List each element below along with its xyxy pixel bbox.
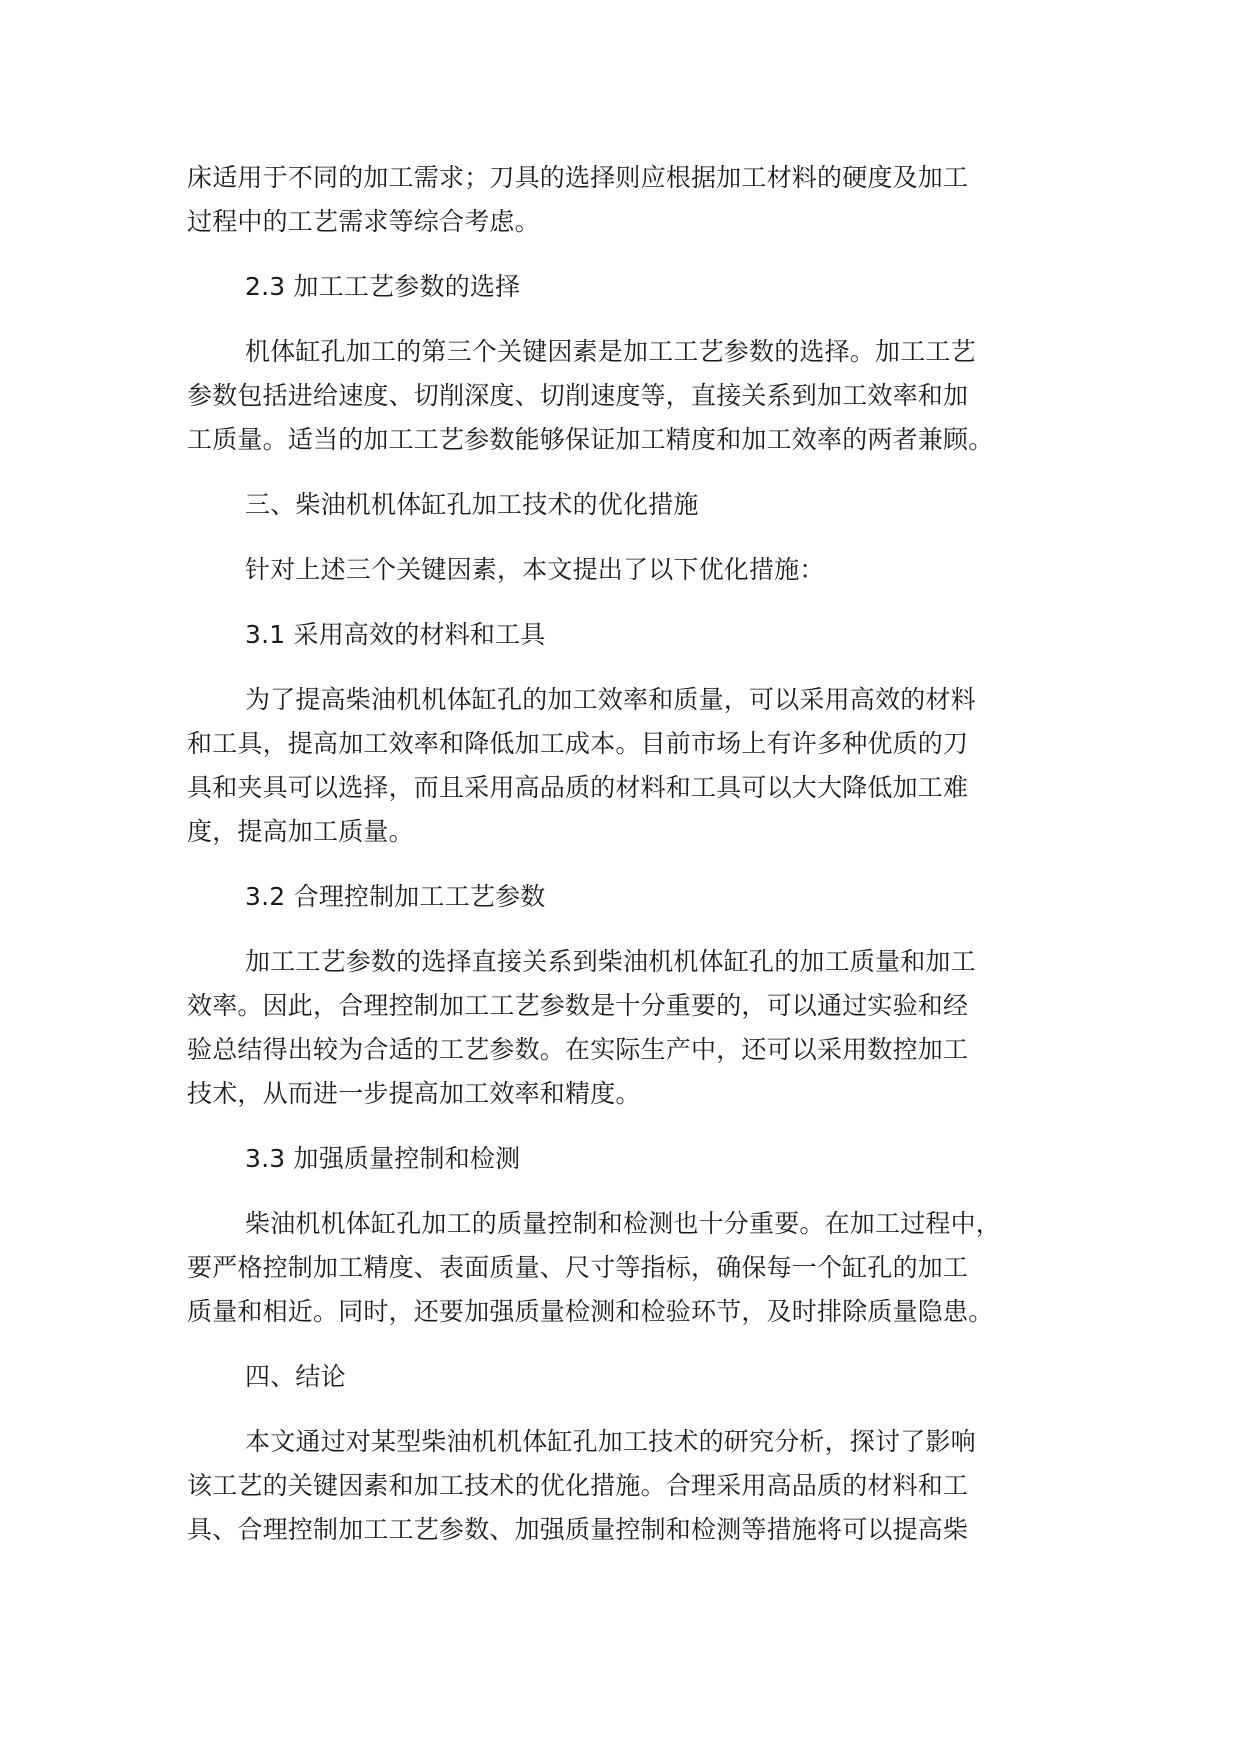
text-line: 和工具，提高加工效率和降低加工成本。目前市场上有许多种优质的刀 bbox=[187, 729, 969, 758]
paragraph bbox=[187, 678, 1087, 854]
text-line: 具和夹具可以选择，而且采用高品质的材料和工具可以大大降低加工难 bbox=[187, 773, 969, 802]
section-heading-3-2 bbox=[187, 875, 1087, 919]
text-line: 机体缸孔加工的第三个关键因素是加工工艺参数的选择。加工工艺 bbox=[245, 337, 976, 366]
text-line: 工质量。适当的加工工艺参数能够保证加工精度和加工效率的两者兼顾。 bbox=[187, 425, 994, 454]
section-heading-3-3 bbox=[187, 1137, 1087, 1181]
paragraph bbox=[187, 1420, 1087, 1552]
paragraph-continued bbox=[187, 156, 1087, 244]
section-heading-3-1 bbox=[187, 613, 1087, 657]
paragraph bbox=[187, 1202, 1087, 1334]
text-line: 技术，从而进一步提高加工效率和精度。 bbox=[187, 1079, 641, 1108]
paragraph bbox=[187, 330, 1087, 462]
section-heading-3 bbox=[187, 483, 1087, 527]
text-line: 针对上述三个关键因素，本文提出了以下优化措施： bbox=[245, 555, 825, 584]
text-line: 具、合理控制加工工艺参数、加强质量控制和检测等措施将可以提高柴 bbox=[187, 1515, 969, 1544]
text-line: 参数包括进给速度、切削深度、切削速度等，直接关系到加工效率和加 bbox=[187, 381, 969, 410]
text-line: 验总结得出较为合适的工艺参数。在实际生产中，还可以采用数控加工 bbox=[187, 1035, 969, 1064]
document-body bbox=[187, 156, 1087, 1552]
text-line: 为了提高柴油机机体缸孔的加工效率和质量，可以采用高效的材料 bbox=[245, 685, 976, 714]
text-line: 度，提高加工质量。 bbox=[187, 817, 414, 846]
text-line: 效率。因此，合理控制加工工艺参数是十分重要的，可以通过实验和经 bbox=[187, 991, 969, 1020]
text-line: 床适用于不同的加工需求；刀具的选择则应根据加工材料的硬度及加工 bbox=[187, 163, 969, 192]
heading-text: 3.2 合理控制加工工艺参数 bbox=[245, 882, 546, 911]
text-line: 柴油机机体缸孔加工的质量控制和检测也十分重要。在加工过程中， bbox=[245, 1209, 1002, 1238]
paragraph bbox=[187, 940, 1087, 1116]
text-line: 质量和相近。同时，还要加强质量检测和检验环节，及时排除质量隐患。 bbox=[187, 1297, 994, 1326]
section-heading-2-3 bbox=[187, 265, 1087, 309]
heading-text: 3.1 采用高效的材料和工具 bbox=[245, 620, 546, 649]
heading-text: 四、结论 bbox=[245, 1362, 346, 1391]
heading-text: 2.3 加工工艺参数的选择 bbox=[245, 272, 521, 301]
text-line: 加工工艺参数的选择直接关系到柴油机机体缸孔的加工质量和加工 bbox=[245, 947, 976, 976]
section-heading-4 bbox=[187, 1355, 1087, 1399]
heading-text: 三、柴油机机体缸孔加工技术的优化措施 bbox=[245, 490, 699, 519]
text-line: 该工艺的关键因素和加工技术的优化措施。合理采用高品质的材料和工 bbox=[187, 1471, 969, 1500]
text-line: 过程中的工艺需求等综合考虑。 bbox=[187, 207, 540, 236]
heading-text: 3.3 加强质量控制和检测 bbox=[245, 1144, 521, 1173]
text-line: 本文通过对某型柴油机机体缸孔加工技术的研究分析，探讨了影响 bbox=[245, 1427, 976, 1456]
paragraph bbox=[187, 548, 1087, 592]
text-line: 要严格控制加工精度、表面质量、尺寸等指标，确保每一个缸孔的加工 bbox=[187, 1253, 969, 1282]
